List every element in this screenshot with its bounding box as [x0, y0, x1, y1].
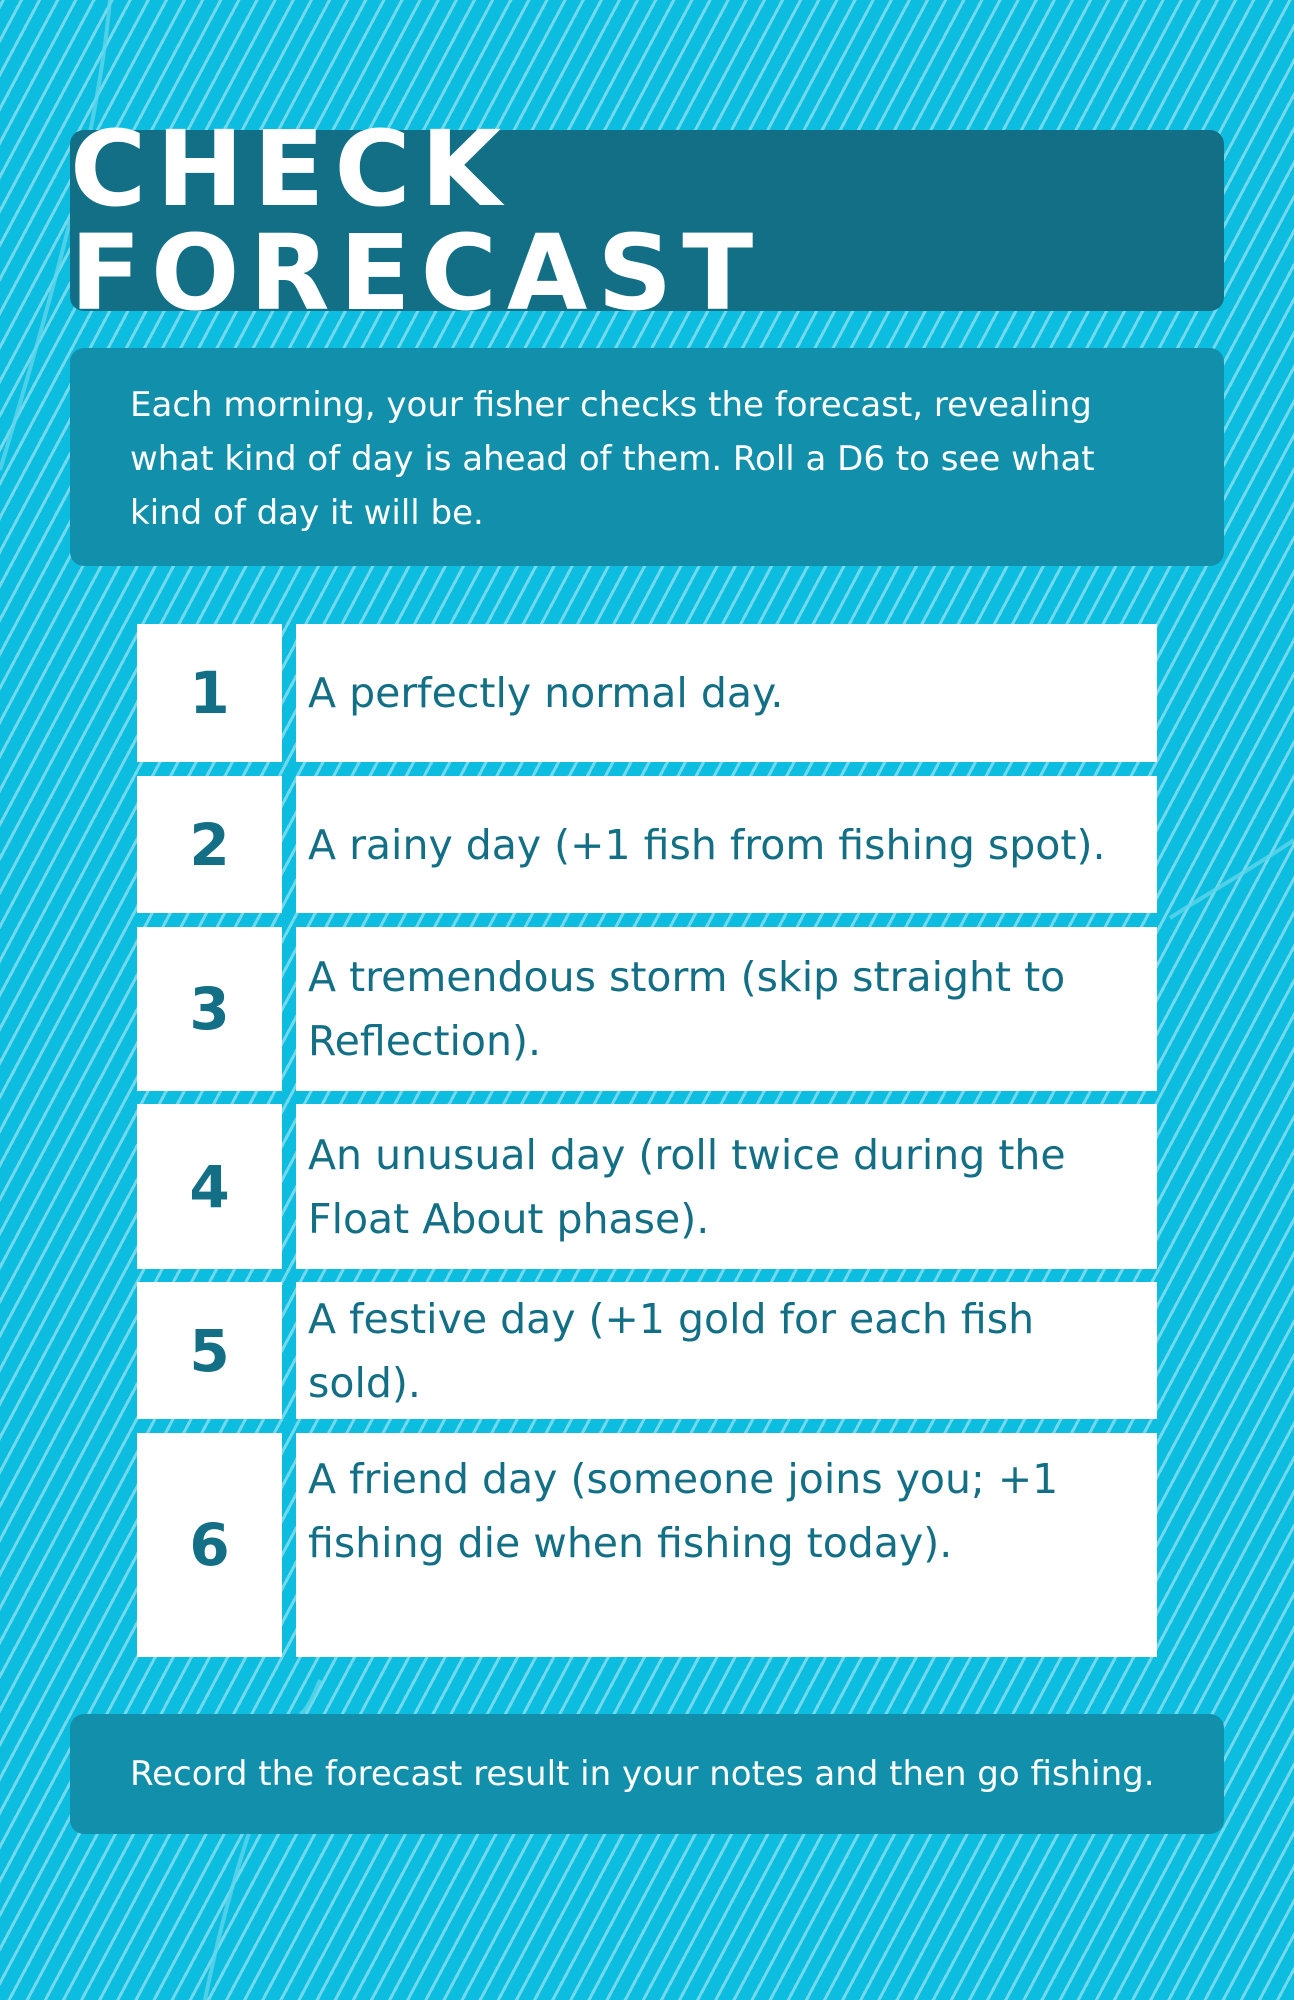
roll-number: 3: [189, 975, 230, 1043]
table-row: [137, 927, 1157, 1091]
result-cell: [296, 624, 1157, 762]
table-row: [137, 1433, 1157, 1657]
table-row: [137, 624, 1157, 762]
result-text: A festive day (+1 gold for each fish sold).: [308, 1294, 1035, 1407]
footer-text: Record the forecast result in your notes and then go fishing.: [130, 1753, 1155, 1794]
result-text: A tremendous storm (skip straight to Reflection).: [308, 953, 1066, 1065]
roll-number: 4: [189, 1152, 230, 1221]
roll-number-cell: [137, 1104, 282, 1269]
result-text: A friend day (someone joins you; +1 fishing die when fishing today).: [308, 1455, 1059, 1567]
roll-number: 1: [189, 659, 230, 727]
roll-number-cell: [137, 1282, 282, 1419]
footer-panel: [70, 1714, 1224, 1834]
result-cell: [296, 776, 1157, 913]
table-row: [137, 1282, 1157, 1419]
intro-text: Each morning, your fisher checks the forecast, revealing what kind of day is ahead of them. Roll a D6 to see what kind of day it will be.: [130, 385, 1095, 533]
result-cell: [296, 1104, 1157, 1269]
title-banner: [70, 107, 1224, 334]
table-row: [137, 776, 1157, 913]
intro-panel: [70, 348, 1224, 566]
roll-number: 2: [189, 810, 230, 879]
roll-number: 6: [189, 1511, 230, 1579]
roll-number-cell: [137, 1433, 282, 1657]
result-text: A perfectly normal day.: [308, 669, 784, 717]
result-cell: [296, 1433, 1157, 1657]
result-text: An unusual day (roll twice during the Float About phase).: [308, 1130, 1066, 1243]
result-cell: [296, 927, 1157, 1091]
roll-number-cell: [137, 776, 282, 913]
roll-number-cell: [137, 927, 282, 1091]
table-row: [137, 1104, 1157, 1269]
roll-number: 5: [189, 1316, 230, 1385]
result-cell: [296, 1282, 1157, 1419]
result-text: A rainy day (+1 fish from fishing spot).: [308, 820, 1106, 869]
page-title: CHECK FORECAST: [70, 107, 764, 334]
roll-number-cell: [137, 624, 282, 762]
